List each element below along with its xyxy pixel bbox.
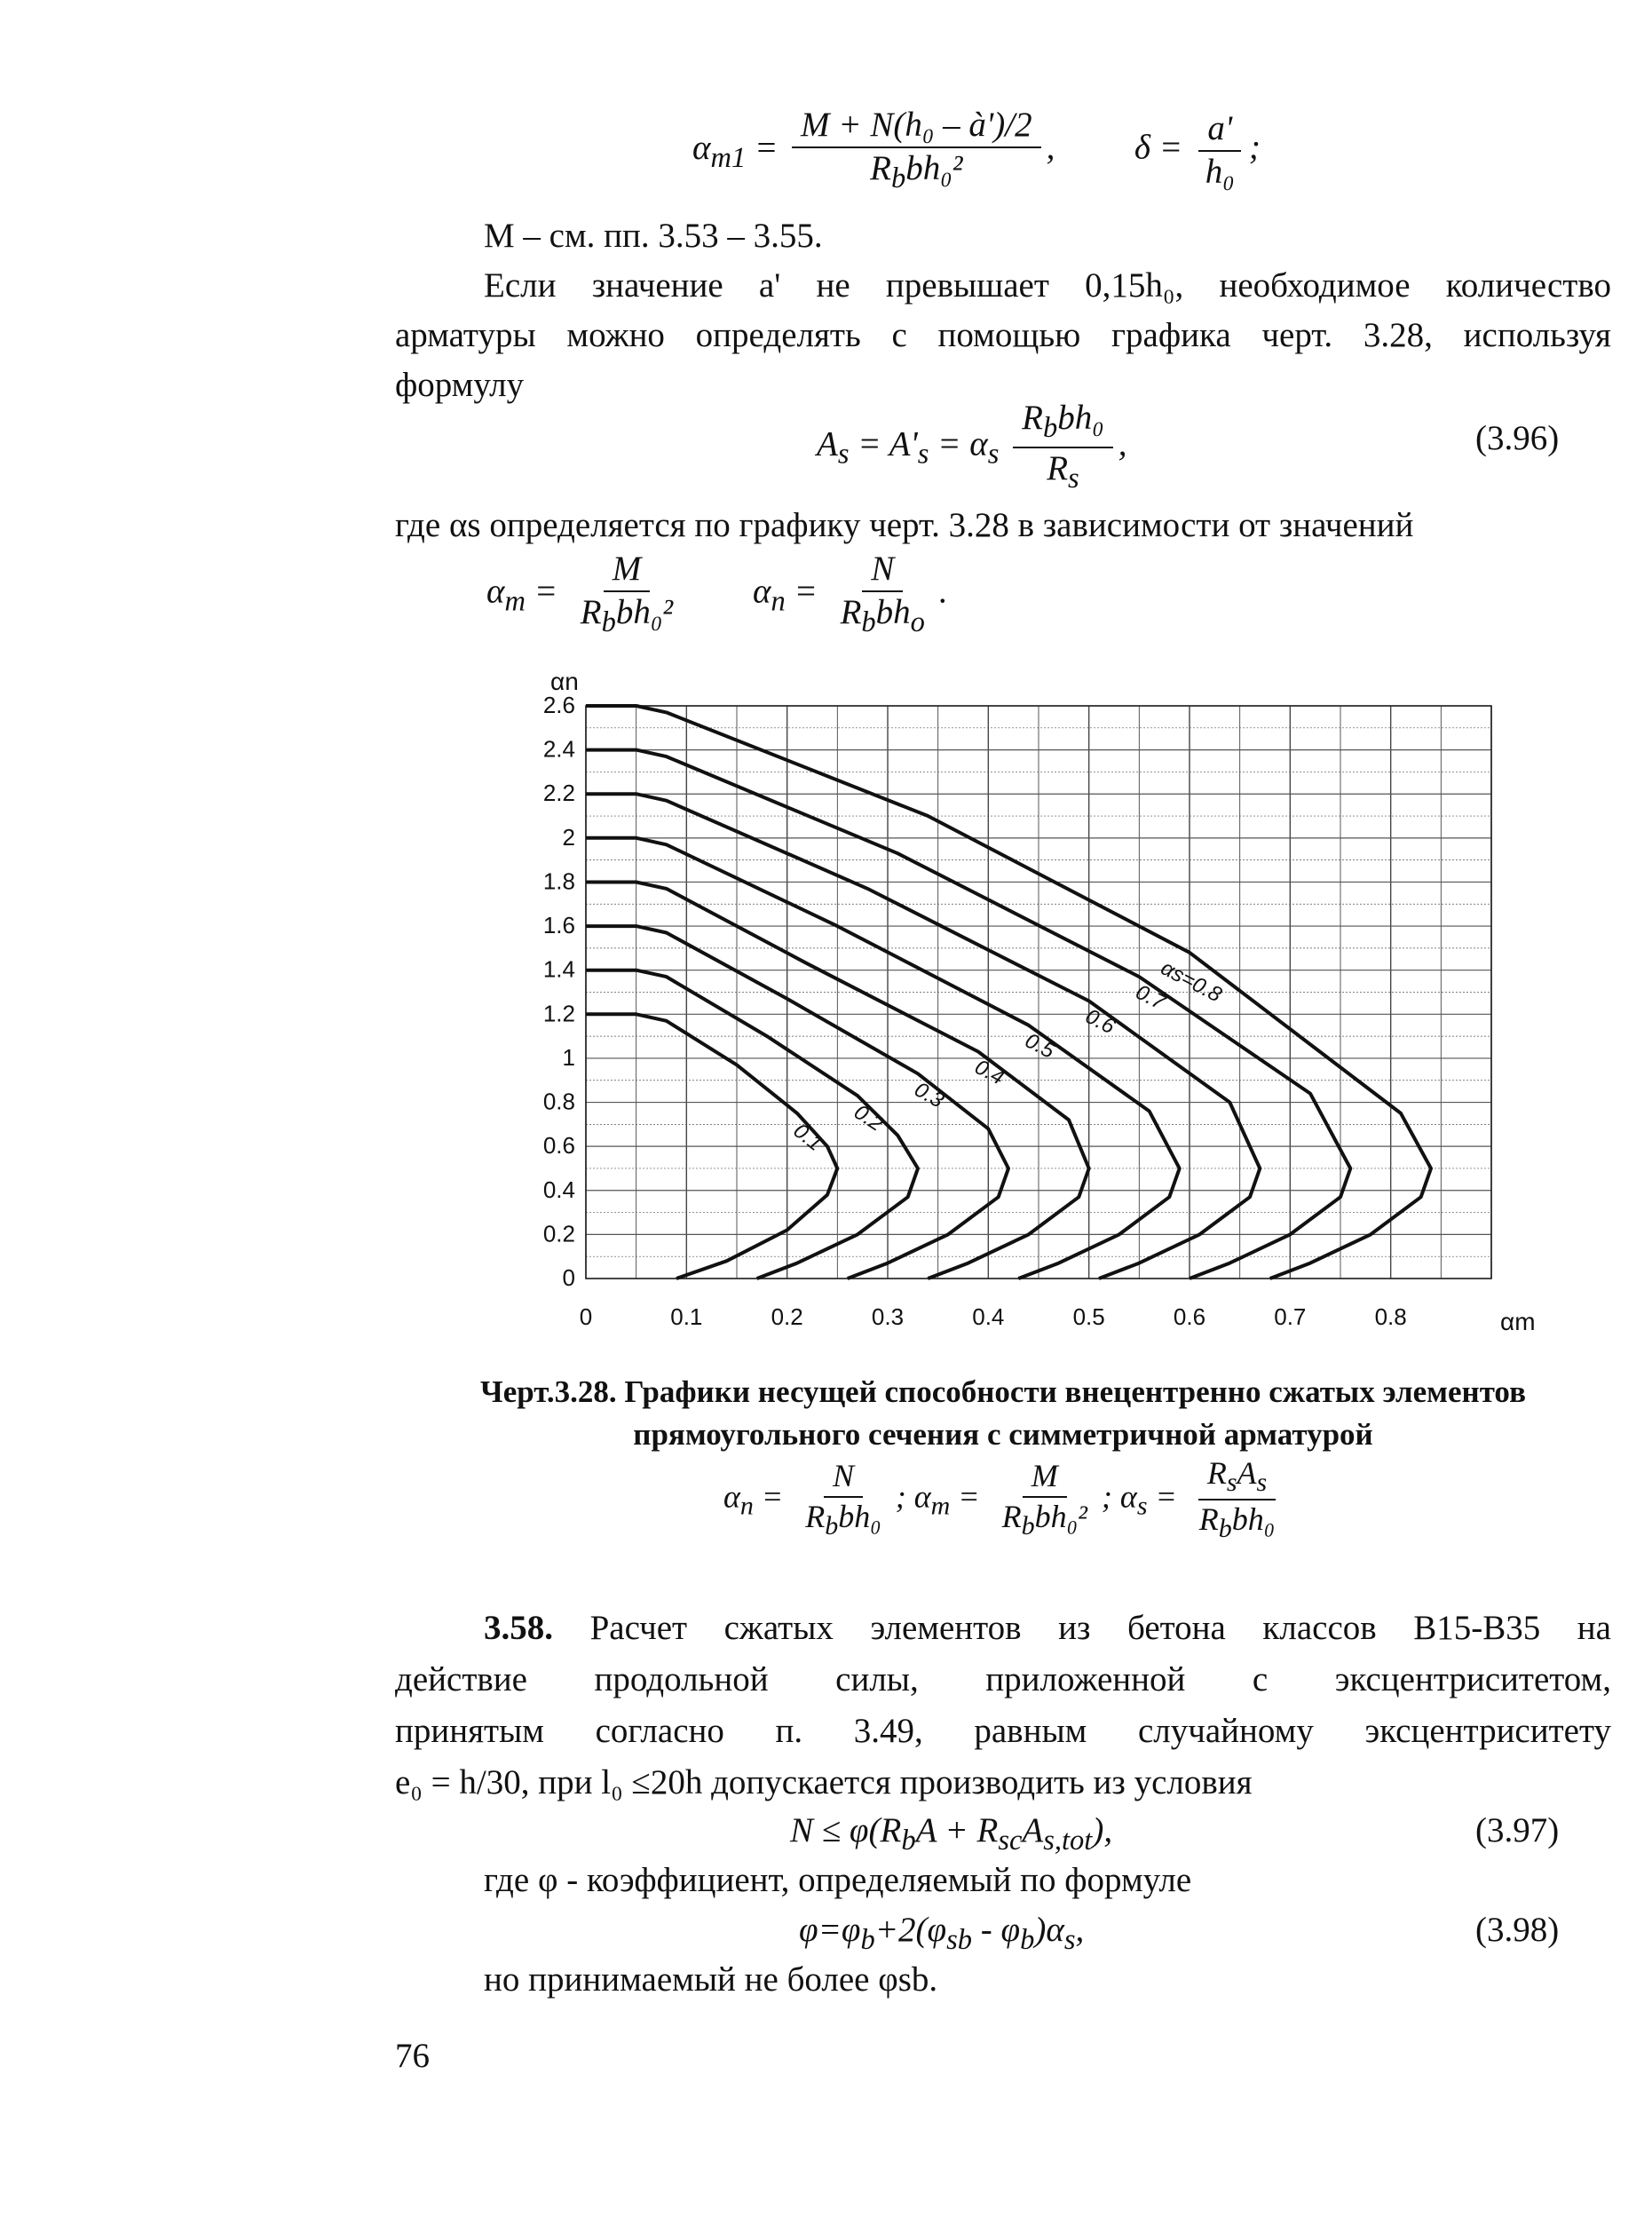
section-3-58-line-2: действие продольной силы, приложенной с эксцентриситетом, <box>395 1660 1611 1698</box>
curve-label: 0.3 <box>910 1077 948 1113</box>
section-3-58-line-1: 3.58. Расчет сжатых элементов из бетона классов В15-В35 на <box>484 1609 1611 1647</box>
curve-label: 0.5 <box>1021 1028 1059 1064</box>
paragraph-2: где αs определяется по графику черт. 3.28 в зависимости от значений <box>395 506 1414 544</box>
y-tick-label: 2.2 <box>542 780 575 807</box>
section-3-58-line-4: e₀ = h/30, при l₀ ≤20h допускается производить из условия <box>395 1763 1253 1801</box>
y-tick-label: 2.4 <box>542 735 575 763</box>
x-tick-label: 0.5 <box>1072 1303 1105 1330</box>
equation-number-3-98: (3.98) <box>1475 1911 1560 1949</box>
y-tick-label: 0.6 <box>542 1132 575 1160</box>
caption-formula: $\alpha_n$ = $\frac{N}{R_bbh_0}$ ; $\alpha_m$ = $\frac{M}{R_bbh_0^2}$ ; $\alpha_s$ = $\frac{R_sA_s}{R_bbh_0}$ <box>723 1455 1276 1544</box>
load-capacity-chart <box>497 657 1536 1358</box>
x-axis-title: αm <box>1500 1308 1536 1335</box>
delta-lhs: δ = <box>1134 128 1183 167</box>
figure-caption-line-2: прямоугольного сечения с симметричной арматурой <box>633 1417 1373 1452</box>
x-tick-label: 0 <box>579 1303 593 1330</box>
equation-3-96: $A_s = A'_s = \alpha_s$ $\frac{R_bbh_0}{R_s}$ , <box>817 399 1127 495</box>
curve-label: 0.2 <box>850 1099 888 1136</box>
y-tick-label: 0.8 <box>542 1088 575 1115</box>
curve-label: 0.4 <box>970 1055 1008 1090</box>
alpha-m1-numerator: M + N(h₀ – à')/2 <box>792 107 1041 148</box>
y-tick-label: 0.4 <box>542 1176 575 1203</box>
paragraph-1-line-1: Если значение a' не превышает 0,15h₀, необходимое количество <box>484 266 1611 305</box>
formula-alpha-m1: $\alpha_{m1}$ = $\frac{\text{M + N(h₀ – à')/2}}{R_bbh_0^2}$ , δ = $\frac{a'}{\text{h₀}}$ ; <box>692 106 1261 194</box>
equation-number-3-97: (3.97) <box>1475 1811 1560 1849</box>
phi-max-line: но принимаемый не более φsb. <box>484 1960 938 1999</box>
y-tick-label: 0.2 <box>542 1220 575 1247</box>
y-tick-label: 1.2 <box>542 1000 575 1027</box>
x-tick-label: 0.2 <box>771 1303 803 1330</box>
x-tick-label: 0.6 <box>1173 1303 1206 1330</box>
delta-fraction: $\frac{a'}{\text{h₀}}$ <box>1197 110 1244 192</box>
y-tick-label: 2.6 <box>542 692 575 718</box>
equation-number-3-96: (3.96) <box>1475 419 1560 457</box>
alpha-m1-lhs: $\alpha_{m1}$ = <box>692 128 779 174</box>
x-tick-label: 0.4 <box>972 1303 1005 1330</box>
alpha-m1-fraction <box>792 107 1041 194</box>
x-tick-label: 0.7 <box>1274 1303 1307 1330</box>
phi-coefficient-line: где φ - коэффициент, определяемый по формуле <box>484 1861 1192 1899</box>
y-tick-label: 0 <box>562 1264 575 1291</box>
y-axis-title: αn <box>550 668 579 695</box>
y-tick-label: 1.4 <box>542 955 575 983</box>
equation-3-98: $\varphi=\varphi_b+2(\varphi_{sb} - \varphi_b)\alpha_s$, <box>799 1911 1085 1956</box>
y-tick-label: 1.6 <box>542 912 575 939</box>
curve-label: 0.7 <box>1131 979 1169 1016</box>
y-tick-label: 1 <box>562 1043 575 1071</box>
curve-label: 0.6 <box>1081 1004 1119 1040</box>
paragraph-1-line-3: формулу <box>395 366 525 404</box>
section-number-3-58: 3.58. <box>484 1609 553 1647</box>
alpha-m-definition: $\alpha_m$ = $\frac{M}{R_bbh_0^2}$ <box>486 550 674 638</box>
paragraph-1-line-2: арматуры можно определять с помощью графика черт. 3.28, используя <box>395 316 1611 354</box>
eq-3-96-fraction: $\frac{R_bbh_0}{R_s}$ <box>1013 400 1113 495</box>
chart-grid <box>586 706 1491 1279</box>
section-3-58-line-3: принятым согласно п. 3.49, равным случайному эксцентриситету <box>395 1712 1611 1750</box>
curve-label: αs=0.8 <box>1157 955 1226 1008</box>
x-tick-label: 0.1 <box>670 1303 703 1330</box>
y-tick-label: 1.8 <box>542 867 575 895</box>
m-reference-line: М – см. пп. 3.53 – 3.55. <box>484 217 823 255</box>
y-tick-label: 2 <box>562 823 575 851</box>
curve-label: 0.1 <box>788 1118 827 1156</box>
x-tick-label: 0.8 <box>1374 1303 1407 1330</box>
x-tick-label: 0.3 <box>871 1303 905 1330</box>
figure-caption-line-1: Черт.3.28. Графики несущей способности внецентренно сжатых элементов <box>480 1374 1526 1409</box>
equation-3-97: $N \le \varphi(R_bA + R_{sc}A_{s,tot})$, <box>790 1811 1113 1857</box>
alpha-m1-denominator: $R_bbh_0^2$ <box>870 148 963 194</box>
page-number: 76 <box>395 2037 430 2075</box>
alpha-n-definition: $\alpha_n$ = $\frac{N}{R_bbh_o}$ . <box>753 550 948 638</box>
